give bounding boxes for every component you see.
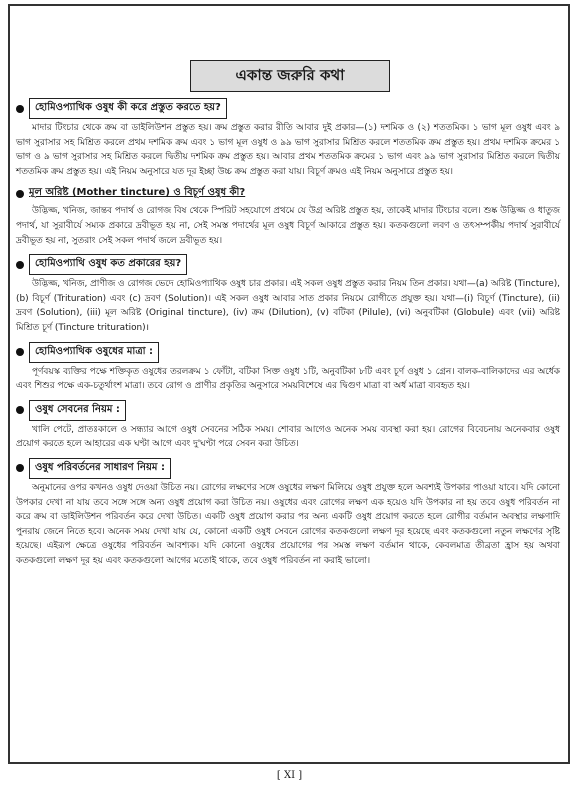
page-title-text: একান্ত জরুরি কথা [235,65,345,84]
bullet-icon [16,464,24,472]
section-change-rules [16,458,560,569]
bullet-icon [16,105,24,113]
section-heading [16,458,560,479]
page-title [190,60,390,92]
page-number: [ XI ] [276,770,303,781]
content-area [16,98,560,574]
section-body: উদ্ভিজ্জ, খনিজ, জান্তব পদার্থ ও রোগজ বিষ থেকে স্পিরিট সহযোগে প্রথমে যে উগ্র অরিষ্ট প্রস্তুত হয়, তাকেই মাদার টিংচার বলে। শুষ্ক উদ্ভিজ্জ ও ধাতুজ পদার্থ, যা সুরাবীর্যে সম্যক প্রকারে দ্রবীভূত হয় না, সেই সমস্ত পদার্থের মূল ওষুধ বিচূর্ণ আকারে প্রস্তুত হয়। কতকগুলো লবণ ও তৎসম্পর্কীয় পদার্থ সুরাবীর্যে দ্রবীভূত হয় না, সুতরাং সেই সকল পদার্থ জলে দ্রবীভূত হয়। [16,206,560,246]
section-body: খালি পেটে, প্রাতঃকালে ও সন্ধ্যার আগে ওষুধ সেবনের সঠিক সময়। শোবার আগেও অনেক সময় ব্যবস্থা করা হয়। রোগের বিবেচনায় অনেকবার ওষুধ প্রয়োগ করতে হলে আহারের এক ঘণ্টা আগে এবং দু'ঘণ্টা পরে সেবন করা উচিত। [16,424,560,450]
section-heading-text: ওষুধ পরিবর্তনের সাধারণ নিয়ম : [29,458,171,479]
section-heading [16,98,560,119]
section-body: পূর্ণবয়স্ক ব্যক্তির পক্ষে শক্তিকৃত ওষুধের তরলক্রম ১ ফোঁটা, বটিকা সিক্ত ওষুধ ১টি, অনুবটিকা ৮টি এবং চূর্ণ ওষুধ ১ গ্রেন। বালক-বালিকাদের এর অর্ধেক এবং শিশুর পক্ষে এক-চতুর্থাংশ মাত্রা। তবে রোগ ও প্রাণীর প্রকৃতির অনুসারে সময়বিশেষে এর দ্বিগুণ মাত্রা বা অর্ধ মাত্রা ব্যবহৃত হয়। [16,366,560,392]
section-heading-text: হোমিওপ্যাথিক ওষুধ কী করে প্রস্তুত করতে হয়? [29,98,227,119]
section-heading [16,254,560,275]
bullet-icon [16,261,24,269]
section-heading [16,400,560,421]
section-heading-text: মূল অরিষ্ট (Mother tincture) ও বিচূর্ণ ওষুধ কী? [29,187,246,199]
section-preparation [16,98,560,179]
section-heading-text: হোমিওপ্যাথি ওষুধ কত প্রকারের হয়? [29,254,187,275]
section-heading-text: হোমিওপ্যাথিক ওষুধের মাত্রা : [29,342,159,363]
section-heading [16,185,560,202]
section-medicine-types [16,254,560,335]
bullet-icon [16,190,24,198]
bullet-icon [16,406,24,414]
section-mother-tincture [16,185,560,248]
section-heading-text: ওষুধ সেবনের নিয়ম : [29,400,126,421]
bullet-icon [16,348,24,356]
section-body: উদ্ভিজ্জ, খনিজ, প্রাণীজ ও রোগজ ভেদে হোমিওপ্যাথিক ওষুধ চার প্রকার। এই সকল ওষুধ প্রস্তুত করার নিয়ম তিন প্রকার। যথা—(a) অরিষ্ট (Tincture), (b) বিচূর্ণ (Trituration) এবং (c) দ্রবণ (Solution)। এই সকল ওষুধ আবার সাত প্রকার নিয়মে রোগীতে প্রযুক্ত হয়। যথা—(i) বিচূর্ণ (Tincture), (ii) দ্রবণ (Solution), (iii) মূল অরিষ্ট (Original tincture), (iv) ক্রম (Dilution), (v) বটিকা (Pilule), (vi) অনুবটিকা (Globule) এবং (vii) অরিষ্ট মিশ্রিত চূর্ণ (Tincture trituration)। [16,279,561,333]
section-dosage [16,342,560,394]
section-heading [16,342,560,363]
section-intake-rules [16,400,560,452]
section-body: অনুমানের ওপর কখনও ওষুধ দেওয়া উচিত নয়। রোগের লক্ষণের সঙ্গে ওষুধের লক্ষণ মিলিয়ে ওষুধ প্রযুক্ত হলে অবশ্যই উপকার পাওয়া যাবে। যদি কোনো উপকার দেখা না যায় তবে সঙ্গে সঙ্গে অন্য ওষুধ প্রয়োগ করা উচিত নয়। ওষুধের এবং রোগের লক্ষণ এক হয়েও যদি উপকার না হয় তবে ওষুধ পরিবর্তন না করে ক্রম বা ডাইলিউশন পরিবর্তন করে দেখা উচিত। একটি ওষুধ প্রয়োগ করার পর অন্য একটি ওষুধ প্রয়োগ করতে হলে রোগীর বর্তমান অবস্থার লক্ষণাদি পুনরায় জেনে নিতে হবে। অনেক সময় দেখা যায় যে, কোনো একটি ওষুধ সেবনে রোগের কতকগুলো লক্ষণ দূর হয়েছে এবং কতকগুলো নতুন লক্ষণের সৃষ্টি হয়েছে। এইরূপ ক্ষেত্রে ওষুধের পরিবর্তন আবশ্যক। যদি কোনো ওষুধের প্রয়োগের পর সমস্ত লক্ষণ বর্তমান থাকে, কেবলমাত্র তীব্রতা হ্রাস হয় অথবা কতকগুলো লক্ষণ দূর হয় এবং কতকগুলো আগের মতোই থাকে, তবে ওষুধ পরিবর্তন না করাই ভালো। [16,482,560,566]
section-body: মাদার টিংচার থেকে ক্রম বা ডাইলিউশন প্রস্তুত হয়। ক্রম প্রস্তুত করার রীতি আবার দুই প্রকার—(১) দশমিক ও (২) শততমিক। ১ ভাগ মূল ওষুধ এবং ৯ ভাগ সুরাসার সহ মিশ্রিত করলে প্রথম দশমিক ক্রম এবং ১ ভাগ মূল ওষুধ ও ৯৯ ভাগ সুরাসার মিশ্রিত করলে শততমিক ক্রম প্রস্তুত হয়। প্রথম দশমিক ক্রমের ১ ভাগ ও ৯ ভাগ সুরাসার সহ মিশ্রিত করলে দ্বিতীয় দশমিক ক্রম প্রস্তুত হয়। আবার প্রথম শততমিক ক্রমের ১ ভাগ এবং ৯৯ ভাগ সুরাসার মিশ্রিত করলে দ্বিতীয় শততমিক ক্রম প্রস্তুত হয়। এই নিয়ম অনুসারে যত দূর ইচ্ছা উচ্চ ক্রম প্রস্তুত করা যায়। বিচূর্ণ ক্রমও এই নিয়ম অনুসারে প্রস্তুত হয়। [16,123,560,177]
